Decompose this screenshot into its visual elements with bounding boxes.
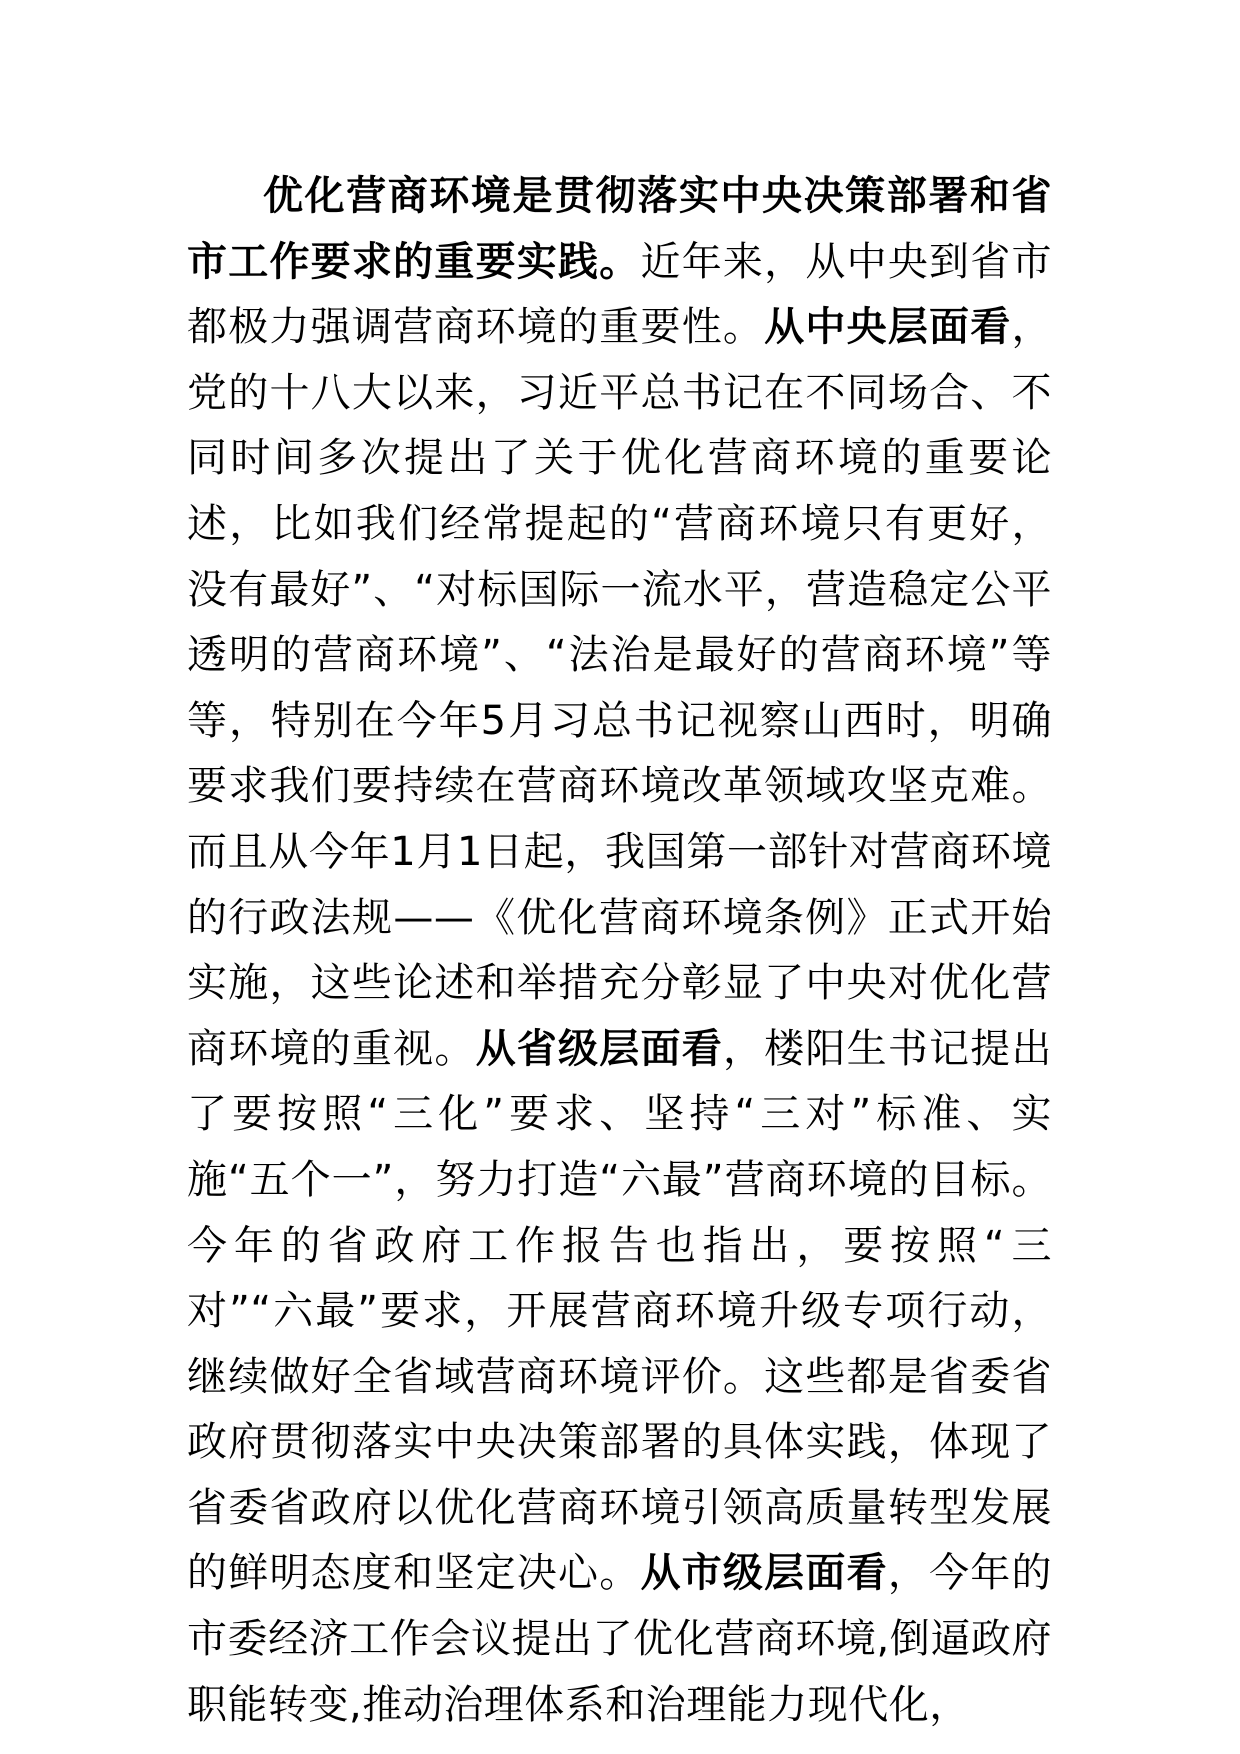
bold-lead-sentence: 优化营商环境是贯彻落实中央决策部署和省市工作要求的重要实践。 [187,173,1052,285]
body-text: ，楼阳生书记提出了要按照“三化”要求、坚持“三对”标准、实施“五个一”，努力打造“六最”营商环境的目标。今年的省政府工作报告也指出，要按照“三对”“六最”要求，开展营商环境升级专项行动，继续做好全省域营商环境评价。这些都是省委省政府贯彻落实中央决策部署的具体实践，体现了省委省政府以优化营商环境引领高质量转型发展的鲜明态度和坚定决心。 [187,1025,1053,1597]
bold-heading-provincial: 从省级层面看 [475,1025,723,1072]
bold-heading-municipal: 从市级层面看 [640,1550,888,1597]
body-paragraph [187,164,1052,1738]
body-text: ，党的十八大以来，习近平总书记在不同场合、不同时间多次提出了关于优化营商环境的重要论述，比如我们经常提起的“营商环境只有更好，没有最好”、“对标国际一流水平，营造稳定公平透明的营商环境”、“法治是最好的营商环境”等等，特别在今年5月习总书记视察山西时，明确要求我们要持续在营商环境改革领域攻坚克难。而且从今年1月1日起，我国第一部针对营商环境的行政法规——《优化营商环境条例》正式开始实施，这些论述和举措充分彰显了中央对优化营商环境的重视。 [187,304,1053,1072]
body-text: 近年来，从中央到省市都极力强调营商环境的重要性。 [187,238,1053,351]
body-text: ，今年的市委经济工作会议提出了优化营商环境,倒逼政府职能转变,推动治理体系和治理能力现代化， [187,1550,1053,1728]
bold-heading-central: 从中央层面看 [764,304,1012,351]
